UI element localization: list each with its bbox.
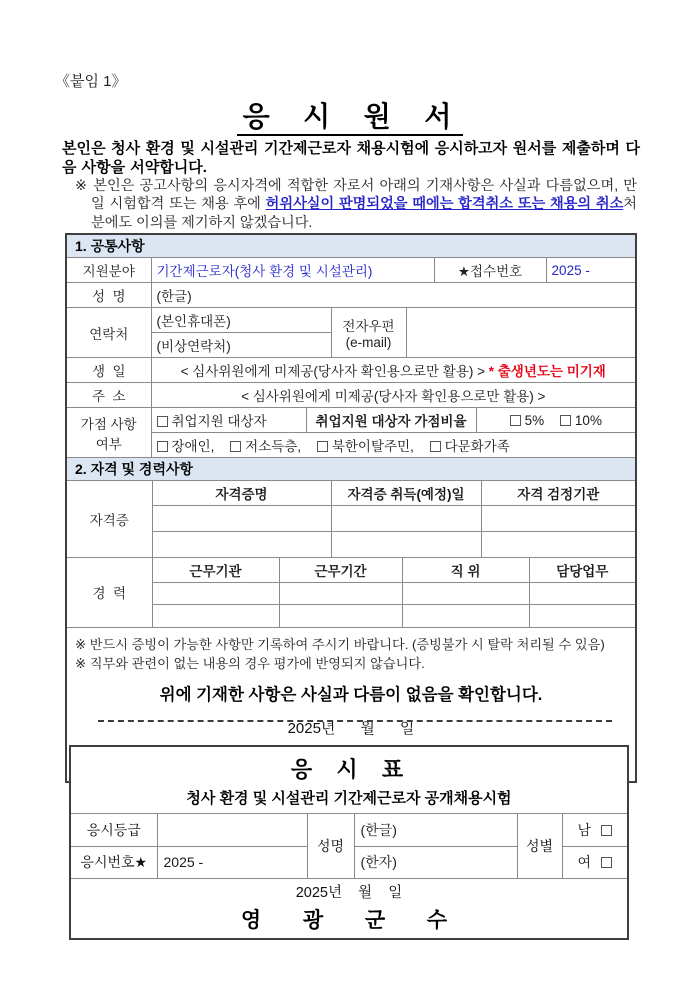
- multicultural-checkbox[interactable]: [430, 441, 441, 452]
- career-duty-field[interactable]: [529, 605, 635, 627]
- slip-number-field[interactable]: 2025 -: [157, 846, 307, 878]
- employment-target-checkbox[interactable]: [157, 416, 168, 427]
- gender-male-checkbox[interactable]: [601, 825, 612, 836]
- slip-issuer: 영 광 군 수: [240, 909, 458, 932]
- bonus-label: [67, 408, 151, 458]
- career-row: [67, 583, 635, 605]
- career-row: [67, 605, 635, 627]
- slip-gender-male-cell: [562, 814, 627, 846]
- field-value: 기간제근로자(청사 환경 및 시설관리): [151, 258, 434, 283]
- license-header-row: [67, 481, 635, 506]
- license-label: 자격증: [67, 481, 152, 558]
- license-name-field[interactable]: [152, 532, 331, 558]
- address-field: < 심사위원에게 미제공(당사자 확인용으로만 활용) >: [151, 383, 635, 408]
- email-label: [331, 308, 406, 358]
- row-contact-1: [67, 308, 635, 333]
- contact-label: 연락처: [67, 308, 151, 358]
- birthday-field: [151, 358, 635, 383]
- name-field[interactable]: (한글): [151, 283, 635, 308]
- row-name: [67, 283, 635, 308]
- slip-date: 2025년 월 일: [295, 885, 403, 901]
- nk-defector-checkbox[interactable]: [317, 441, 328, 452]
- bonus-5-checkbox[interactable]: [510, 415, 521, 426]
- email-field[interactable]: [406, 308, 635, 358]
- bonus-ratio-options: [476, 408, 635, 433]
- nk-defector-label: 북한이탈주민,: [331, 439, 414, 454]
- low-income-label: 저소득층,: [245, 439, 302, 454]
- career-header-position: 직 위: [402, 558, 529, 583]
- row-field: [67, 258, 635, 283]
- license-org-field[interactable]: [481, 506, 635, 532]
- email-label-eng: (e-mail): [345, 335, 392, 350]
- section1-header: 1. 공통사항: [67, 235, 635, 258]
- license-name-field[interactable]: [152, 506, 331, 532]
- bonus-label-line1: 가점 사항: [80, 416, 137, 432]
- intro-pledge: 본인은 청사 환경 및 시설관리 기간제근로자 채용시험에 응시하고자 원서를 제출하며 다음 사항을 서약합니다.: [62, 140, 640, 176]
- multicultural-label: 다문화가족: [444, 439, 510, 454]
- career-org-field[interactable]: [152, 605, 279, 627]
- slip-grade-label: 응시등급: [71, 814, 157, 846]
- license-org-field[interactable]: [481, 532, 635, 558]
- employment-target-label: 취업지원 대상자: [171, 414, 267, 429]
- license-header-date: 자격증 취득(예정)일: [331, 481, 481, 506]
- license-row: [67, 532, 635, 558]
- exam-slip: [69, 745, 629, 940]
- note-2: ※ 직무와 관련이 없는 내용의 경우 평가에 반영되지 않습니다.: [75, 656, 425, 672]
- section2-header: 2. 자격 및 경력사항: [67, 457, 635, 481]
- bonus-label-line2: 여부: [95, 436, 122, 452]
- bonus-ratio-label: 취업지원 대상자 가점비율: [306, 408, 476, 433]
- career-duty-field[interactable]: [529, 583, 635, 605]
- field-label: 지원분야: [67, 258, 151, 283]
- career-header-org: 근무기관: [152, 558, 279, 583]
- license-header-name: 자격증명: [152, 481, 331, 506]
- bonus-5-label: 5%: [524, 412, 545, 428]
- note-1: ※ 반드시 증빙이 가능한 사항만 기록하여 주시기 바랍니다. (증빙불가 시 탈락 처리될 수 있음): [75, 636, 605, 652]
- address-label: 주 소: [67, 383, 151, 408]
- pledge-note: [75, 177, 637, 232]
- disabled-label: 장애인,: [171, 439, 215, 454]
- bonus-10-checkbox[interactable]: [560, 415, 571, 426]
- slip-row-1: [71, 814, 627, 846]
- gender-female-checkbox[interactable]: [601, 857, 612, 868]
- row-bonus-1: [67, 408, 635, 433]
- receipt-number-label: ★접수번호: [434, 258, 546, 283]
- license-header-org: 자격 검정기관: [481, 481, 635, 506]
- career-period-field[interactable]: [279, 605, 402, 627]
- slip-name-kor-field[interactable]: (한글): [354, 814, 517, 846]
- disabled-checkbox[interactable]: [157, 441, 168, 452]
- section1-table: [67, 258, 635, 457]
- name-label: 성 명: [67, 283, 151, 308]
- email-label-kor: 전자우편: [342, 319, 395, 334]
- license-row: [67, 506, 635, 532]
- birthday-label: 생 일: [67, 358, 151, 383]
- slip-gender-female-cell: [562, 846, 627, 878]
- low-income-checkbox[interactable]: [230, 441, 241, 452]
- attachment-label: 《붙임 1》: [55, 73, 127, 90]
- slip-number-label: 응시번호★: [71, 846, 157, 878]
- bonus-employment-cell: [151, 408, 306, 433]
- birthday-value: < 심사위원에게 미제공(당사자 확인용으로만 활용) >: [180, 364, 489, 379]
- pledge-note-prefix: ※ 본인은 공고사항의 응시자격에 적합한 자로서 아래의 기재사항은 사실과 다름없으며, 만일 시험합격 또는 채용 후에: [75, 178, 637, 213]
- row-address: [67, 383, 635, 408]
- career-label: 경 력: [67, 558, 152, 627]
- career-period-field[interactable]: [279, 583, 402, 605]
- slip-gender-label: 성별: [517, 814, 562, 878]
- cut-line: [98, 720, 612, 722]
- pledge-note-suffix: 처분에도 이의를 제기하지 않겠습니다.: [91, 196, 638, 231]
- slip-name-han-field[interactable]: (한자): [354, 846, 517, 878]
- career-org-field[interactable]: [152, 583, 279, 605]
- career-position-field[interactable]: [402, 605, 529, 627]
- application-form: [65, 233, 637, 783]
- career-header-period: 근무기간: [279, 558, 402, 583]
- row-birthday: [67, 358, 635, 383]
- birthday-note: * 출생년도는 미기재: [488, 364, 606, 379]
- gender-male-label: 남: [577, 821, 592, 838]
- license-date-field[interactable]: [331, 532, 481, 558]
- career-position-field[interactable]: [402, 583, 529, 605]
- slip-title: 응 시 표: [290, 757, 408, 782]
- slip-name-label: 성명: [307, 814, 354, 878]
- confirmation-statement: 위에 기재한 사항은 사실과 다름이 없음을 확인합니다.: [159, 686, 543, 705]
- emergency-contact-field[interactable]: (비상연락처): [151, 333, 331, 358]
- page-title: 응 시 원 서: [0, 95, 700, 135]
- career-header-duty: 담당업무: [529, 558, 635, 583]
- slip-footer: [71, 878, 627, 938]
- receipt-number-field[interactable]: 2025 -: [546, 258, 635, 283]
- phone-field[interactable]: (본인휴대폰): [151, 308, 331, 333]
- pledge-note-highlight: 허위사실이 판명되었을 때에는 합격취소 또는 채용의 취소: [265, 196, 624, 213]
- aux-check-row: [151, 433, 635, 458]
- slip-subtitle: 청사 환경 및 시설관리 기간제근로자 공개채용시험: [71, 784, 627, 814]
- bonus-10-label: 10%: [574, 412, 602, 428]
- section2-table: [67, 481, 635, 627]
- signature-date: 2025년 월 일: [287, 720, 415, 738]
- slip-grade-field[interactable]: [157, 814, 307, 846]
- row-bonus-2: [67, 433, 635, 458]
- slip-table: [71, 814, 627, 878]
- gender-female-label: 여: [577, 854, 592, 871]
- career-header-row: [67, 558, 635, 583]
- license-date-field[interactable]: [331, 506, 481, 532]
